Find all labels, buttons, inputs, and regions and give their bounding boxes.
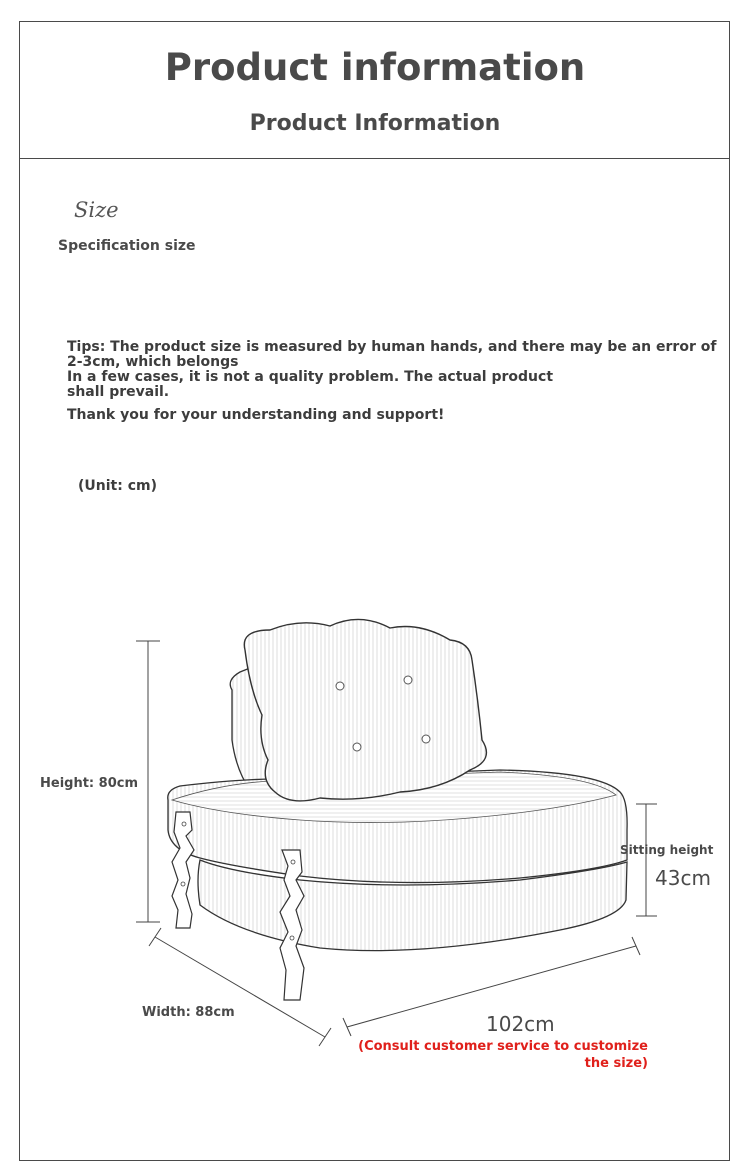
page-title: Product information (164, 46, 586, 89)
unit-label: (Unit: cm) (78, 478, 157, 494)
customize-note-line-1: (Consult customer service to customize (358, 1039, 648, 1054)
specification-heading: Specification size (58, 238, 196, 254)
height-dimension-line (136, 641, 160, 922)
tips-line-5: Thank you for your understanding and support! (67, 407, 445, 423)
tips-line-2: 2-3cm, which belongs (67, 354, 239, 370)
customize-note-line-2: the size) (584, 1056, 648, 1071)
tips-line-1: Tips: The product size is measured by human hands, and there may be an error of (67, 339, 717, 355)
customize-note (340, 1038, 648, 1072)
tips-line-3: In a few cases, it is not a quality problem. The actual product (67, 369, 554, 385)
wooden-hinge-left (172, 812, 194, 928)
height-label: Height: 80cm (40, 776, 138, 791)
tips-line-4: shall prevail. (67, 384, 170, 400)
size-script-label: Size (74, 198, 119, 222)
sitting-height-value: 43cm (655, 866, 711, 890)
sitting-height-label: Sitting height (620, 843, 714, 857)
length-value: 102cm (486, 1012, 555, 1036)
page-subtitle: Product Information (249, 111, 501, 136)
back-cushion-front (244, 619, 486, 800)
sitting-height-dimension-line (636, 804, 657, 916)
width-label: Width: 88cm (142, 1005, 235, 1020)
